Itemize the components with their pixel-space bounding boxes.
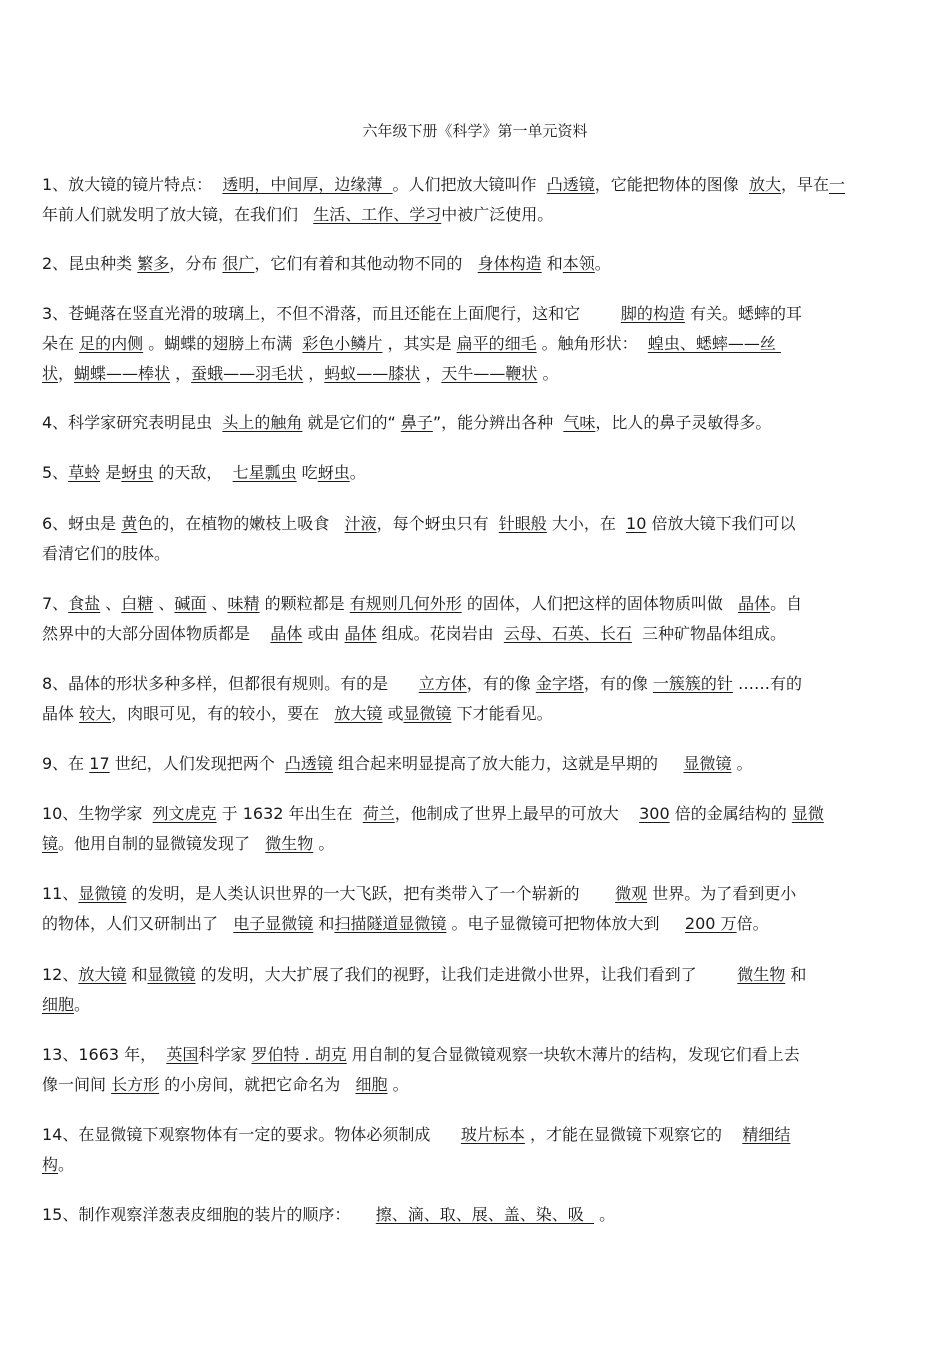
answer-blank: 晶体 [270, 624, 303, 643]
answer-blank: 金字塔 [535, 674, 584, 693]
question-line [42, 1120, 942, 1150]
question-item [42, 799, 942, 859]
question-text: 。 [731, 754, 753, 773]
question-text: 。触角形状： [536, 334, 648, 353]
question-text: ， [420, 364, 442, 383]
answer-blank: 10 [626, 514, 647, 533]
question-text: ，它能把物体的图像 [594, 175, 749, 194]
answer-blank: 蝴蝶——棒状 [74, 364, 171, 383]
answer-blank: 显微镜 [78, 884, 127, 903]
question-item [42, 879, 942, 939]
answer-blank: 本领 [562, 254, 595, 273]
question-item [42, 509, 942, 569]
answer-blank: 汁液 [344, 514, 377, 533]
question-text: 大小，在 [546, 514, 627, 533]
answer-blank: 晶体 [738, 594, 771, 613]
question-text: ”，能分辨出各种 [432, 413, 564, 432]
question-item [42, 170, 942, 230]
answer-blank: 17 [89, 754, 110, 773]
question-text: 年前人们就发明了放大镜，在我们们 [42, 205, 314, 224]
question-text: 。 [593, 1205, 616, 1224]
answer-blank: 显微镜 [147, 965, 196, 984]
question-text: 看清它们的肢体。 [42, 544, 171, 563]
question-line [42, 408, 942, 438]
question-line [42, 329, 942, 359]
answer-blank: 200 万 [684, 914, 737, 933]
question-line [42, 589, 942, 619]
answer-blank: 构 [42, 1155, 59, 1174]
answer-blank: 蚜虫 [317, 463, 350, 482]
question-text: 或 [382, 704, 404, 723]
question-item [42, 249, 942, 279]
answer-blank: 味精 [227, 594, 260, 613]
answer-blank: 玻片标本 [460, 1125, 525, 1144]
question-text: 色的，在植物的嫩枝上吸食 [137, 514, 345, 533]
answer-blank: 立方体 [418, 674, 467, 693]
answer-blank: 显微 [791, 804, 824, 823]
question-text: 和 [313, 914, 335, 933]
question-text: 11、 [42, 884, 79, 903]
answer-blank: 镜 [42, 834, 59, 853]
question-text: ，有的像 [466, 674, 536, 693]
answer-blank: 擦、滴、取、展、盖、染、吸 [375, 1205, 594, 1224]
question-text: 3、苍蝇落在竖直光滑的玻璃上，不但不滑落，而且还能在上面爬行，这和它 [42, 304, 621, 323]
question-text: 和 [785, 965, 807, 984]
question-item [42, 669, 942, 729]
answer-blank: 头上的触角 [222, 413, 303, 432]
question-line [42, 699, 942, 729]
answer-blank: 黄 [121, 514, 138, 533]
question-line [42, 458, 942, 488]
answer-blank: 很广 [222, 254, 255, 273]
answer-blank: 精细结 [742, 1125, 791, 1144]
question-item [42, 960, 942, 1020]
answer-blank: 七星瓢虫 [232, 463, 297, 482]
question-text: 5、 [42, 463, 69, 482]
answer-blank: 有规则几何外形 [349, 594, 462, 613]
question-line [42, 1070, 942, 1100]
answer-blank: 放大 [748, 175, 781, 194]
question-text: 1、放大镜的镜片特点： [42, 175, 223, 194]
question-text: 2、昆虫种类 [42, 254, 138, 273]
answer-blank: 显微镜 [683, 754, 732, 773]
answer-blank: 晶体 [344, 624, 377, 643]
question-text: 就是它们的“ [302, 413, 401, 432]
question-text: 。电子显微镜可把物体放大到 [446, 914, 685, 933]
question-text: 像一间间 [42, 1075, 112, 1094]
question-text: 有关。蟋蟀的耳 [684, 304, 802, 323]
question-line [42, 1200, 942, 1230]
question-text: 或由 [302, 624, 345, 643]
question-text: 。 [537, 364, 559, 383]
question-item [42, 1120, 942, 1180]
question-line [42, 509, 942, 539]
answer-blank: 较大 [79, 704, 112, 723]
answer-blank: 针眼般 [498, 514, 547, 533]
answer-blank: 荷兰 [362, 804, 395, 823]
answer-blank: 微观 [615, 884, 648, 903]
question-text: 和 [126, 965, 148, 984]
answer-blank: 鼻子 [400, 413, 433, 432]
question-text: 倍放大镜下我们可以 [646, 514, 796, 533]
answer-blank: 一 [828, 175, 845, 194]
answer-blank: 天牛——鞭状 [441, 364, 538, 383]
question-text: 。 [349, 463, 366, 482]
question-text: 。人们把放大镜叫作 [392, 175, 547, 194]
question-text: 的物体，人们又研制出了 [42, 914, 234, 933]
answer-blank: 微生物 [737, 965, 786, 984]
answer-blank: 电子显微镜 [233, 914, 314, 933]
question-text: ， [170, 364, 192, 383]
question-text: ，有的像 [583, 674, 653, 693]
question-text: 、 [206, 594, 228, 613]
question-text: 12、 [42, 965, 79, 984]
question-text: 下才能看见。 [451, 704, 553, 723]
question-line [42, 249, 942, 279]
question-text: ……有的 [732, 674, 803, 693]
question-text: 朵在 [42, 334, 80, 353]
question-item [42, 1040, 942, 1100]
question-text: 倍的金属结构的 [669, 804, 792, 823]
question-text: ，早在 [780, 175, 829, 194]
question-text: 、 [153, 594, 175, 613]
answer-blank: 一簇簇的针 [652, 674, 733, 693]
question-text: 。 [74, 995, 91, 1014]
answer-blank: 草蛉 [68, 463, 101, 482]
question-item [42, 458, 942, 488]
question-line [42, 749, 942, 779]
question-item [42, 1200, 942, 1230]
question-text: ，比人的鼻子灵敏得多。 [595, 413, 772, 432]
question-text: 。蝴蝶的翅膀上布满 [143, 334, 303, 353]
answer-blank: 罗伯特 . 胡克 [251, 1045, 347, 1064]
question-text: ，其实是 [382, 334, 457, 353]
answer-blank: 显微镜 [403, 704, 452, 723]
answer-blank: 彩色小鳞片 [302, 334, 383, 353]
question-text: ，他制成了世界上最早的可放大 [394, 804, 640, 823]
question-text: 的颗粒都是 [259, 594, 350, 613]
question-text: 13、1663 年， [42, 1045, 167, 1064]
question-text: ，每个蚜虫只有 [376, 514, 499, 533]
answer-blank: 蚜虫 [121, 463, 154, 482]
answer-blank: 生活、工作、学习 [313, 205, 442, 224]
question-text: 9、在 [42, 754, 90, 773]
question-text: 7、 [42, 594, 69, 613]
answer-blank: 凸透镜 [546, 175, 595, 194]
answer-blank: 透明，中间厚，边缘薄 [222, 175, 393, 194]
question-text: 吃 [296, 463, 318, 482]
answer-blank: 微生物 [265, 834, 314, 853]
question-line [42, 879, 942, 909]
question-text: 用自制的复合显微镜观察一块软木薄片的结构，发现它们看上去 [346, 1045, 800, 1064]
question-text: 和 [541, 254, 563, 273]
question-text: 的发明，大大扩展了我们的视野，让我们走进微小世界，让我们看到了 [195, 965, 738, 984]
question-line [42, 619, 942, 649]
question-text: 14、在显微镜下观察物体有一定的要求。物体必须制成 [42, 1125, 461, 1144]
question-text: 4、科学家研究表明昆虫 [42, 413, 223, 432]
answer-blank: 英国 [166, 1045, 199, 1064]
question-line [42, 200, 942, 230]
question-text: 、 [100, 594, 122, 613]
question-line [42, 960, 942, 990]
answer-blank: 云母、石英、长石 [503, 624, 632, 643]
question-text: 科学家 [198, 1045, 252, 1064]
question-text: ，它们有着和其他动物不同的 [254, 254, 478, 273]
question-text: 倍。 [736, 914, 769, 933]
answer-blank: 扁平的细毛 [456, 334, 537, 353]
question-text: 。他用自制的显微镜发现了 [58, 834, 266, 853]
question-line [42, 1040, 942, 1070]
answer-blank: 繁多 [137, 254, 170, 273]
question-line [42, 359, 942, 389]
answer-blank: 蚂蚁——膝状 [324, 364, 421, 383]
answer-blank: 细胞 [42, 995, 75, 1014]
question-text: ，才能在显微镜下观察它的 [524, 1125, 743, 1144]
answer-blank: 扫描隧道显微镜 [334, 914, 447, 933]
question-text: 。 [387, 1075, 409, 1094]
answer-blank: 白糖 [121, 594, 154, 613]
question-text: 8、晶体的形状多种多样，但都很有规则。有的是 [42, 674, 419, 693]
answer-blank: 列文虎克 [152, 804, 217, 823]
question-text: 的天敌， [153, 463, 233, 482]
answer-blank: 细胞 [355, 1075, 388, 1094]
question-text: 于 1632 年出生在 [216, 804, 363, 823]
answer-blank: 碱面 [174, 594, 207, 613]
answer-blank: 身体构造 [477, 254, 542, 273]
answer-blank: 状 [42, 364, 59, 383]
answer-blank: 气味 [563, 413, 596, 432]
question-text: 10、生物学家 [42, 804, 153, 823]
question-text: 。 [58, 1155, 75, 1174]
answer-blank: 蚕蛾——羽毛状 [191, 364, 304, 383]
question-text: 组成。花岗岩由 [376, 624, 504, 643]
question-text: 中被广泛使用。 [441, 205, 554, 224]
answer-blank: 食盐 [68, 594, 101, 613]
question-text: 世纪，人们发现把两个 [109, 754, 285, 773]
question-text: ， [303, 364, 325, 383]
question-line [42, 990, 942, 1020]
question-text: 晶体 [42, 704, 80, 723]
question-item [42, 749, 942, 779]
question-text: 6、蚜虫是 [42, 514, 122, 533]
question-item [42, 299, 942, 389]
question-text: 15、制作观察洋葱表皮细胞的装片的顺序： [42, 1205, 376, 1224]
answer-blank: 脚的构造 [620, 304, 685, 323]
question-line [42, 170, 942, 200]
question-text: 组合起来明显提高了放大能力，这就是早期的 [332, 754, 684, 773]
answer-blank: 放大镜 [78, 965, 127, 984]
question-text: 的小房间，就把它命名为 [159, 1075, 356, 1094]
question-line [42, 1150, 942, 1180]
question-item [42, 408, 942, 438]
question-text: ， [58, 364, 75, 383]
question-text: 。 [594, 254, 611, 273]
question-line [42, 909, 942, 939]
answer-blank: 300 [639, 804, 670, 823]
question-item [42, 589, 942, 649]
question-line [42, 829, 942, 859]
question-text: ，分布 [169, 254, 223, 273]
answer-blank: 凸透镜 [284, 754, 333, 773]
question-line [42, 299, 942, 329]
question-line [42, 799, 942, 829]
question-text: 。 [313, 834, 335, 853]
question-text: 的固体，人们把这样的固体物质叫做 [461, 594, 739, 613]
question-text: 然界中的大部分固体物质都是 [42, 624, 271, 643]
question-text: 世界。为了看到更小 [647, 884, 797, 903]
question-text: 的发明，是人类认识世界的一大飞跃，把有类带入了一个崭新的 [126, 884, 616, 903]
question-line [42, 669, 942, 699]
answer-blank: 放大镜 [334, 704, 383, 723]
question-text: ，肉眼可见，有的较小，要在 [111, 704, 335, 723]
answer-blank: 足的内侧 [79, 334, 144, 353]
question-text: 是 [100, 463, 122, 482]
question-text: 三种矿物晶体组成。 [631, 624, 787, 643]
question-line [42, 539, 942, 569]
question-text: 。自 [770, 594, 803, 613]
page-title: 六年级下册《科学》第一单元资料 [362, 122, 588, 140]
answer-blank: 蝗虫、蟋蟀——丝 [647, 334, 781, 353]
answer-blank: 长方形 [111, 1075, 160, 1094]
